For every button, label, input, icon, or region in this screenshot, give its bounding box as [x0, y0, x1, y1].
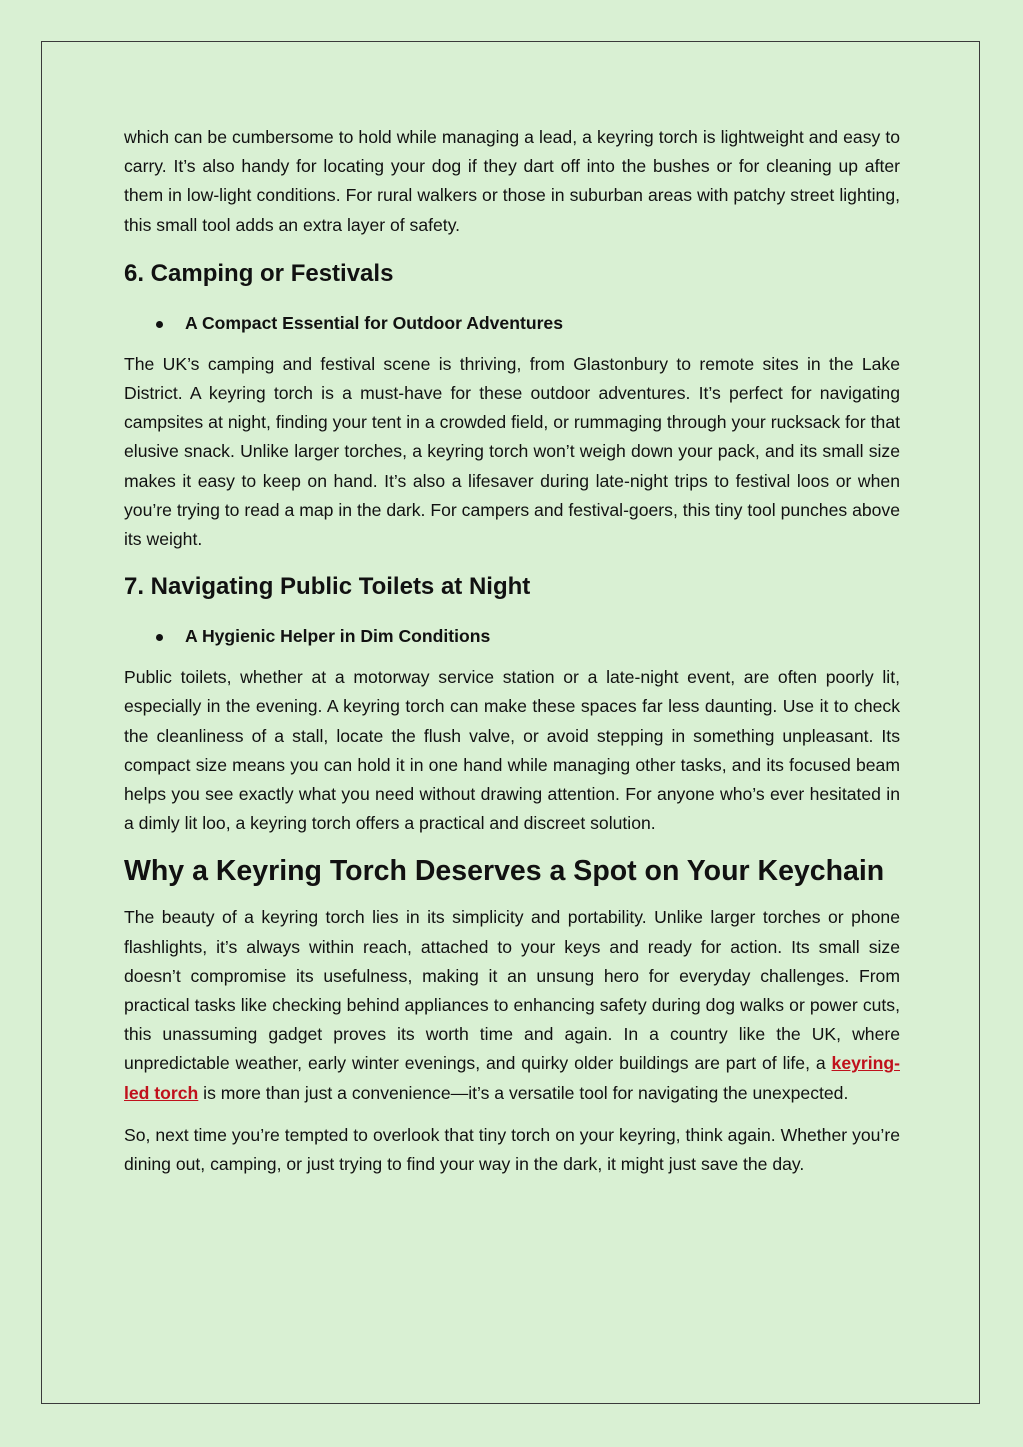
bullet-icon	[156, 634, 163, 641]
section-6-heading: 6. Camping or Festivals	[124, 259, 394, 287]
conclusion-text-before-link: The beauty of a keyring torch lies in its simplicity and portability. Unlike larger torches or phone flashlights, it’s always within reach, attached to your keys and ready for action. Its small size doesn’t compromise its usefulness, making it an unsung hero for everyday challenges. From practical tasks like checking behind appliances to enhancing safety during dog walks or power cuts, this unassuming gadget proves its worth time and again. In a country like the UK, where unpredictable weather, early winter evenings, and quirky older buildings are part of life, a	[124, 907, 900, 1074]
conclusion-heading: Why a Keyring Torch Deserves a Spot on Your Keychain	[124, 855, 885, 888]
document-page	[41, 41, 980, 1404]
conclusion-paragraph-2: So, next time you’re tempted to overlook that tiny torch on your keyring, think again. Whether you’re dining out, camping, or just trying to find your way in the dark, it might just save the day.	[124, 1124, 900, 1175]
section-6-paragraph: The UK’s camping and festival scene is thriving, from Glastonbury to remote sites in the Lake District. A keyring torch is a must-have for these outdoor adventures. It’s perfect for navigating campsites at night, finding your tent in a crowded field, or rummaging through your rucksack for that elusive snack. Unlike larger torches, a keyring torch won’t weigh down your pack, and its small size makes it easy to keep on hand. It’s also a lifesaver during late-night trips to festival loos or when you’re trying to read a map in the dark. For campers and festival-goers, this tiny tool punches above its weight.	[124, 353, 900, 550]
conclusion-paragraph-1	[124, 903, 900, 1107]
intro-paragraph: which can be cumbersome to hold while managing a lead, a keyring torch is lightweight and easy to carry. It’s also handy for locating your dog if they dart off into the bushes or for cleaning up after them in low-light conditions. For rural walkers or those in suburban areas with patchy street lighting, this small tool adds an extra layer of safety.	[124, 127, 900, 235]
section-7-bullet	[124, 623, 900, 649]
section-7-heading: 7. Navigating Public Toilets at Night	[124, 573, 531, 601]
keyring-led-torch-link[interactable]: keyring-led torch	[124, 1053, 900, 1103]
section-7-bullet-text: A Hygienic Helper in Dim Conditions	[185, 626, 491, 647]
section-6-bullet-text: A Compact Essential for Outdoor Adventures	[185, 312, 563, 333]
conclusion-text-after-link: is more than just a convenience—it’s a versatile tool for navigating the unexpected.	[198, 1082, 849, 1103]
bullet-icon	[156, 321, 163, 328]
section-7-paragraph: Public toilets, whether at a motorway service station or a late-night event, are often poorly lit, especially in the evening. A keyring torch can make these spaces far less daunting. Use it to check the cleanliness of a stall, locate the flush valve, or avoid stepping in something unpleasant. Its compact size means you can hold it in one hand while managing other tasks, and its focused beam helps you see exactly what you need without drawing attention. For anyone who’s ever hesitated in a dimly lit loo, a keyring torch offers a practical and discreet solution.	[124, 667, 900, 834]
section-6-bullet	[124, 310, 900, 336]
document-content	[124, 123, 900, 1179]
